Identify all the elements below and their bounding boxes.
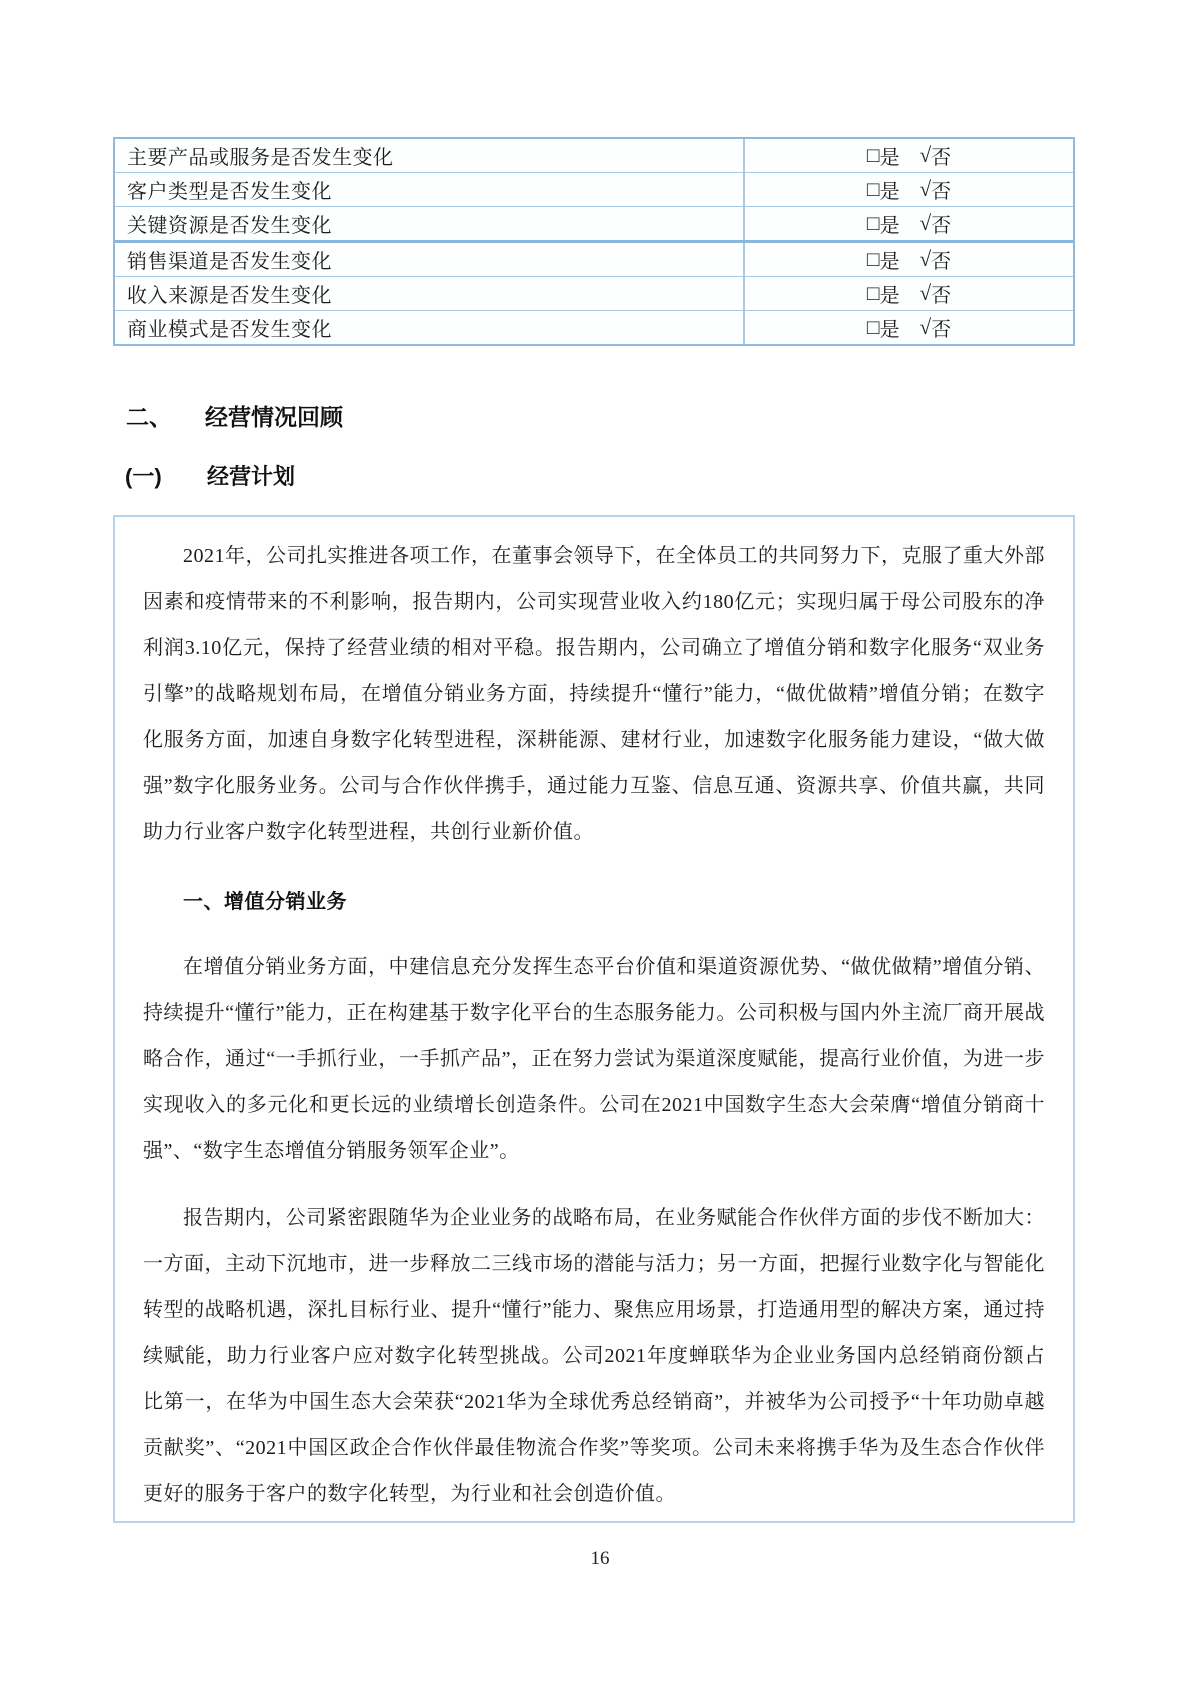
no-label: 否 <box>931 251 952 273</box>
answer-cell <box>745 243 1073 276</box>
answer-cell <box>745 311 1073 344</box>
question-cell: 主要产品或服务是否发生变化 <box>115 139 745 172</box>
checkbox-unchecked-icon: □ <box>866 211 880 235</box>
checkbox-unchecked-icon: □ <box>866 281 880 305</box>
checkbox-unchecked-icon: □ <box>866 315 880 339</box>
answer-cell <box>745 207 1073 240</box>
question-cell: 商业模式是否发生变化 <box>115 311 745 344</box>
question-cell: 收入来源是否发生变化 <box>115 277 745 310</box>
paragraph: 在增值分销业务方面，中建信息充分发挥生态平台价值和渠道资源优势、“做优做精”增值分销、持续提升“懂行”能力，正在构建基于数字化平台的生态服务能力。公司积极与国内外主流厂商开展战略合作，通过“一手抓行业，一手抓产品”，正在努力尝试为渠道深度赋能，提高行业价值，为进一步实现收入的多元化和更长远的业绩增长创造条件。公司在2021中国数字生态大会荣膺“增值分销商十强”、“数字生态增值分销服务领军企业”。 <box>143 956 1045 1162</box>
no-label: 否 <box>931 181 952 203</box>
section-title: 经营情况回顾 <box>205 404 343 430</box>
no-label: 否 <box>931 319 952 341</box>
no-label: 否 <box>931 147 952 169</box>
subsection-number: (一) <box>125 464 162 489</box>
yes-label: 是 <box>879 285 900 307</box>
table-row <box>115 240 1073 276</box>
business-change-table <box>113 137 1075 346</box>
yes-label: 是 <box>879 319 900 341</box>
operating-plan-textbox <box>113 515 1075 1523</box>
subsection-heading <box>125 460 295 491</box>
value-added-distribution-subheading: 一、增值分销业务 <box>183 891 347 913</box>
table-row <box>115 172 1073 206</box>
yes-label: 是 <box>879 147 900 169</box>
paragraph: 2021年，公司扎实推进各项工作，在董事会领导下，在全体员工的共同努力下，克服了重大外部因素和疫情带来的不利影响，报告期内，公司实现营业收入约180亿元；实现归属于母公司股东的净利润3.10亿元，保持了经营业绩的相对平稳。报告期内，公司确立了增值分销和数字化服务“双业务引擎”的战略规划布局，在增值分销业务方面，持续提升“懂行”能力，“做优做精”增值分销；在数字化服务方面，加速自身数字化转型进程，深耕能源、建材行业，加速数字化服务能力建设，“做大做强”数字化服务业务。公司与合作伙伴携手，通过能力互鉴、信息互通、资源共享、价值共赢，共同助力行业客户数字化转型进程，共创行业新价值。 <box>143 545 1045 843</box>
checkbox-unchecked-icon: □ <box>866 143 880 167</box>
yes-label: 是 <box>879 181 900 203</box>
checkbox-unchecked-icon: □ <box>866 247 880 271</box>
check-icon: √ <box>919 315 932 339</box>
table-row <box>115 310 1073 344</box>
answer-cell <box>745 277 1073 310</box>
check-icon: √ <box>919 247 932 271</box>
question-cell: 关键资源是否发生变化 <box>115 207 745 240</box>
answer-cell <box>745 139 1073 172</box>
checkbox-unchecked-icon: □ <box>866 177 880 201</box>
yes-label: 是 <box>879 251 900 273</box>
no-label: 否 <box>931 285 952 307</box>
check-icon: √ <box>919 211 932 235</box>
check-icon: √ <box>919 281 932 305</box>
table-row <box>115 206 1073 240</box>
subsection-title: 经营计划 <box>207 464 296 489</box>
answer-cell <box>745 173 1073 206</box>
table-row <box>115 139 1073 172</box>
section-heading <box>126 399 343 432</box>
yes-label: 是 <box>879 215 900 237</box>
table-row <box>115 276 1073 310</box>
no-label: 否 <box>931 215 952 237</box>
check-icon: √ <box>919 143 932 167</box>
paragraph: 报告期内，公司紧密跟随华为企业业务的战略布局，在业务赋能合作伙伴方面的步伐不断加大：一方面，主动下沉地市，进一步释放二三线市场的潜能与活力；另一方面，把握行业数字化与智能化转型的战略机遇，深扎目标行业、提升“懂行”能力、聚焦应用场景，打造通用型的解决方案，通过持续赋能，助力行业客户应对数字化转型挑战。公司2021年度蝉联华为企业业务国内总经销商份额占比第一，在华为中国生态大会荣获“2021华为全球优秀总经销商”，并被华为公司授予“十年功勋卓越贡献奖”、“2021中国区政企合作伙伴最佳物流合作奖”等奖项。公司未来将携手华为及生态合作伙伴更好的服务于客户的数字化转型，为行业和社会创造价值。 <box>143 1207 1045 1505</box>
section-number: 二、 <box>126 404 172 430</box>
page-number: 16 <box>590 1548 610 1569</box>
question-cell: 客户类型是否发生变化 <box>115 173 745 206</box>
question-cell: 销售渠道是否发生变化 <box>115 243 745 276</box>
check-icon: √ <box>919 177 932 201</box>
